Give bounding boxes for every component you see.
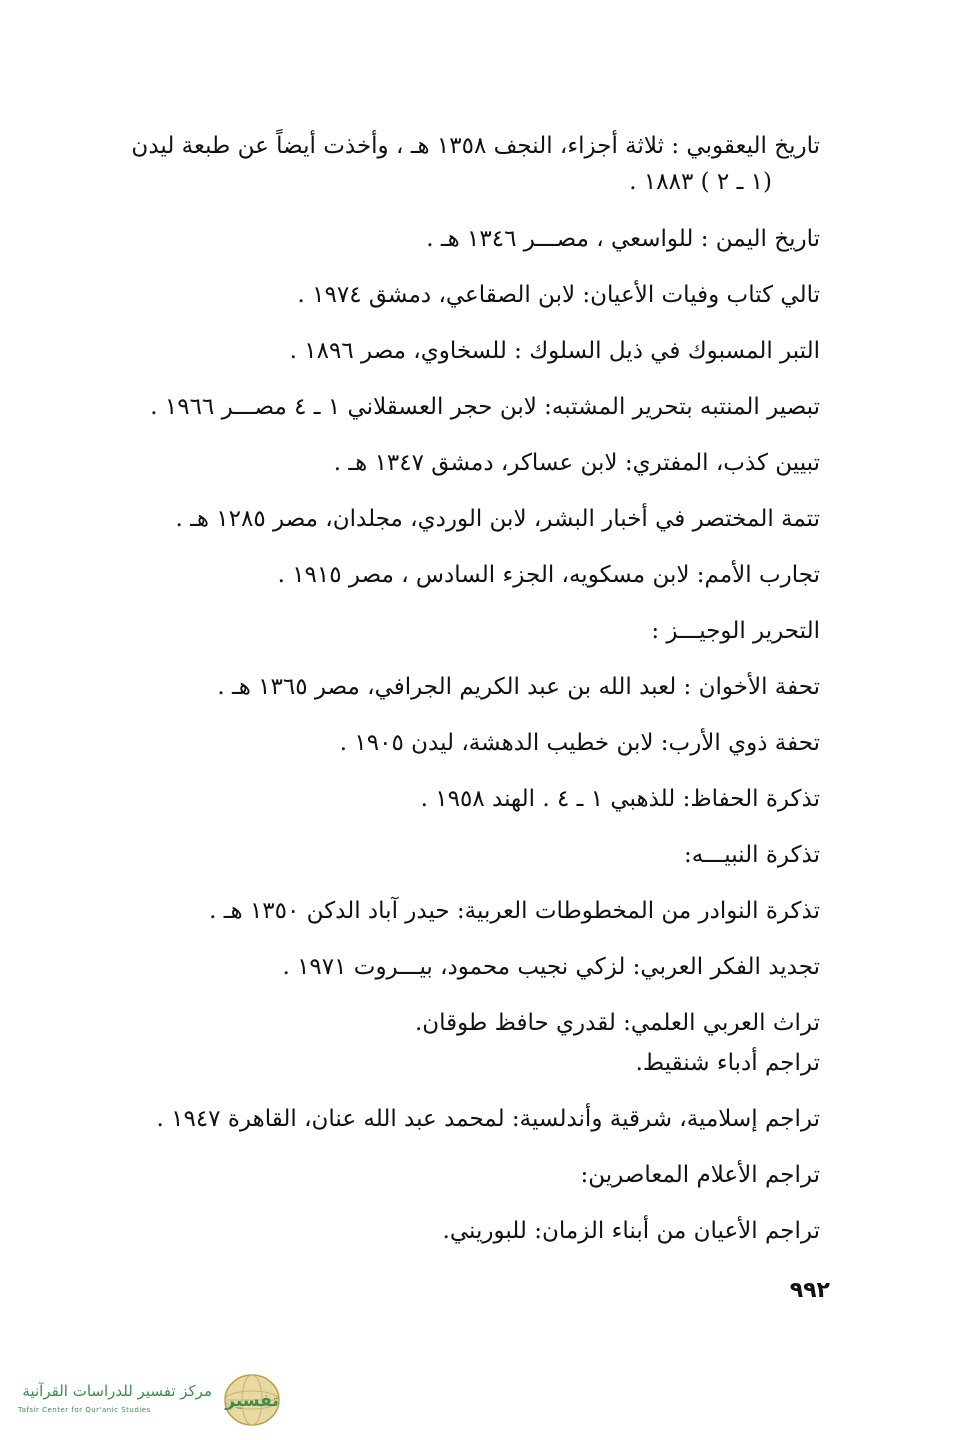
bibliography-entry: تتمة المختصر في أخبار البشر، لابن الوردي، مجلدان، مصر ١٢٨٥ هـ . <box>175 506 820 532</box>
bibliography-entry: تراجم أدباء شنقيط. <box>635 1050 820 1076</box>
bibliography-entry: تراجم الأعلام المعاصرين: <box>580 1162 820 1188</box>
bibliography-entry: التبر المسبوك في ذيل السلوك : للسخاوي، مصر ١٨٩٦ . <box>289 338 820 364</box>
logo-name: مركز تفسير للدراسات القرآنية <box>22 1382 212 1400</box>
page-number: ٩٩٢ <box>789 1278 830 1303</box>
globe-logo-icon <box>216 1372 288 1428</box>
bibliography-entry: التحرير الوجيـــز : <box>651 618 820 644</box>
bibliography-entry: تالي كتاب وفيات الأعيان: لابن الصقاعي، دمشق ١٩٧٤ . <box>297 282 820 308</box>
bibliography-entry <box>60 128 820 200</box>
entry-text: تاريخ اليعقوبي : ثلاثة أجزاء، النجف ١٣٥٨ هـ ، وأخذت أيضاً عن طبعة ليدن <box>131 133 820 159</box>
bibliography-entry: تذكرة النبيـــه: <box>684 842 820 868</box>
bibliography-entry: تذكرة الحفاظ: للذهبي ١ ـ ٤ . الهند ١٩٥٨ . <box>420 786 820 812</box>
bibliography-entry: تحفة الأخوان : لعبد الله بن عبد الكريم الجرافي، مصر ١٣٦٥ هـ . <box>217 674 820 700</box>
bibliography-entry: تجارب الأمم: لابن مسكويه، الجزء السادس ، مصر ١٩١٥ . <box>277 562 820 588</box>
bibliography-entry: تراجم إسلامية، شرقية وأندلسية: لمحمد عبد الله عنان، القاهرة ١٩٤٧ . <box>156 1106 820 1132</box>
bibliography-list <box>60 128 820 1270</box>
bibliography-entry: تحفة ذوي الأرب: لابن خطيب الدهشة، ليدن ١٩٠٥ . <box>339 730 820 756</box>
logo-emblem-text: تفسير <box>225 1391 279 1411</box>
bibliography-entry: تذكرة النوادر من المخطوطات العربية: حيدر آباد الدكن ١٣٥٠ هـ . <box>209 898 820 924</box>
bibliography-entry: تجديد الفكر العربي: لزكي نجيب محمود، بيـــروت ١٩٧١ . <box>282 954 820 980</box>
bibliography-entry: تبصير المنتبه بتحرير المشتبه: لابن حجر العسقلاني ١ ـ ٤ مصـــر ١٩٦٦ . <box>150 394 820 420</box>
bibliography-entry: تاريخ اليمن : للواسعي ، مصـــر ١٣٤٦ هـ . <box>426 226 820 252</box>
bibliography-entry: تراث العربي العلمي: لقدري حافظ طوقان. <box>414 1010 820 1036</box>
bibliography-entry: تبيين كذب، المفتري: لابن عساكر، دمشق ١٣٤٧ هـ . <box>333 450 820 476</box>
bibliography-entry: تراجم الأعيان من أبناء الزمان: للبوريني. <box>442 1218 820 1244</box>
center-logo <box>18 1372 288 1428</box>
entry-continuation: (١ ـ ٢ ) ١٨٨٣ . <box>629 169 772 195</box>
logo-subname: Tafsir Center for Qur'anic Studies <box>18 1406 151 1414</box>
